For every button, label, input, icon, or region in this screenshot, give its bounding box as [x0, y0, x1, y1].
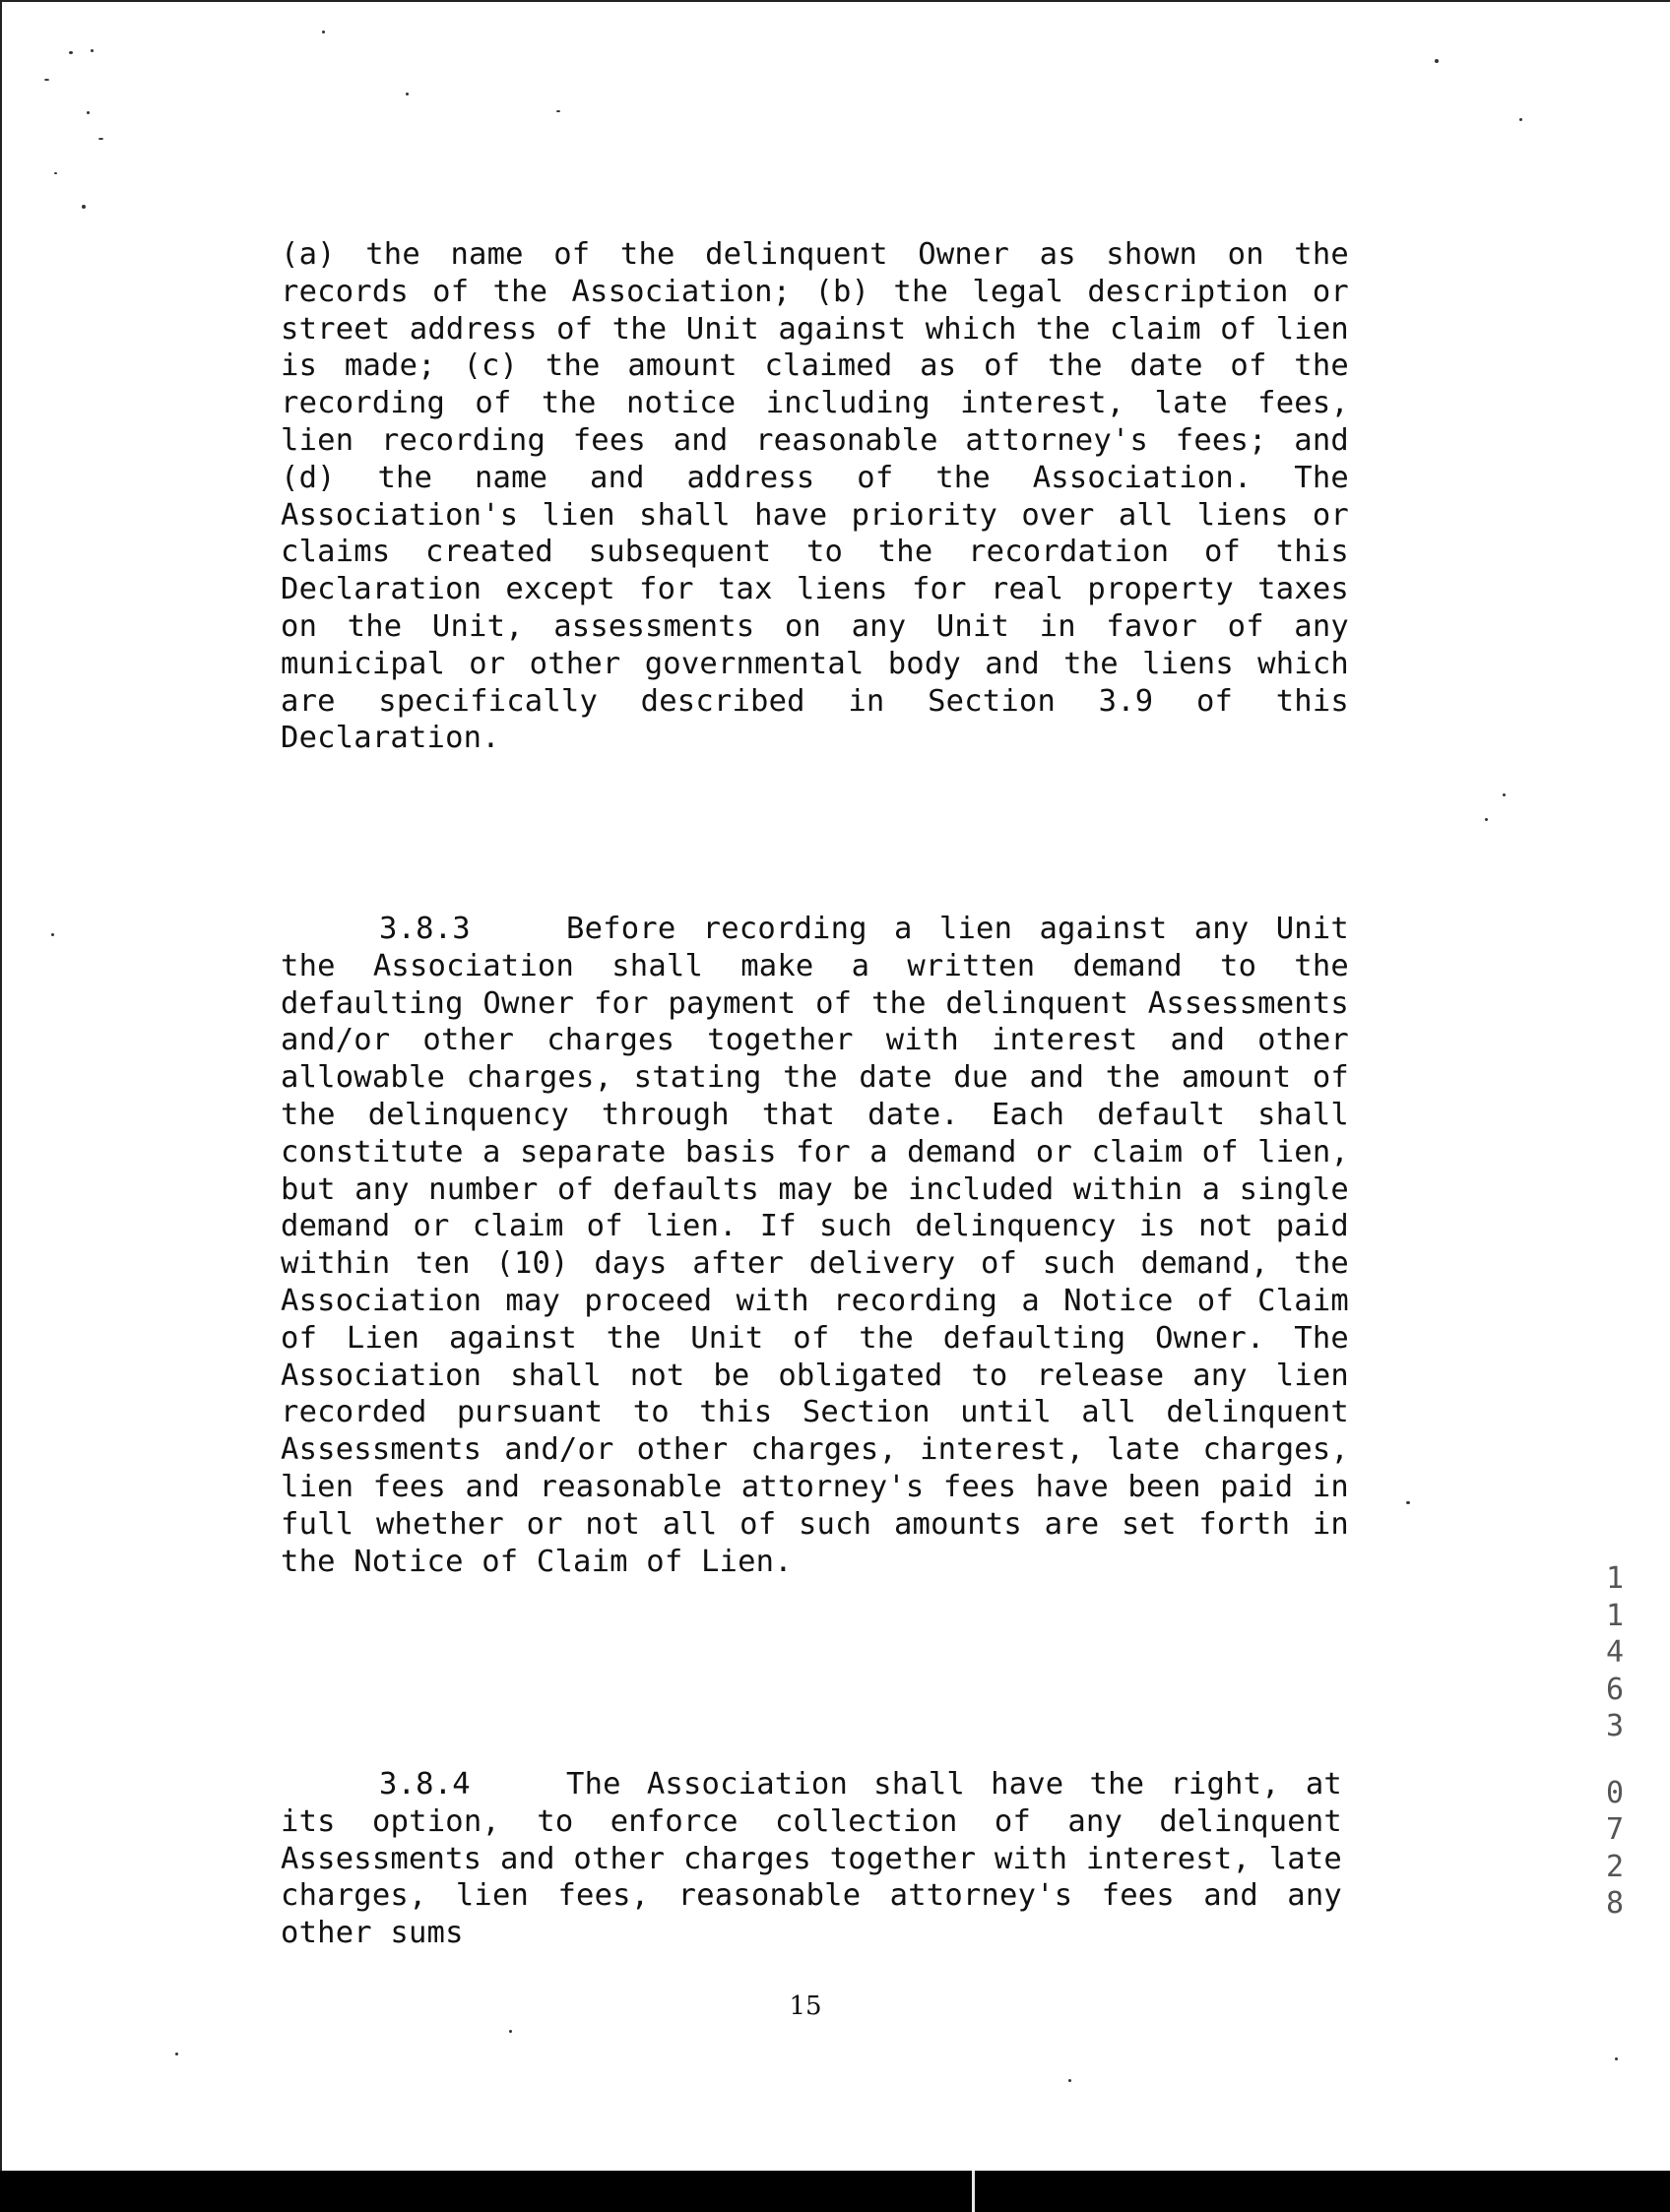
scan-speck	[1406, 1501, 1410, 1504]
section-3-8-3-paragraph	[281, 911, 1349, 1580]
scan-border-left	[0, 0, 2, 2171]
stamp-digit: 6	[1605, 1672, 1625, 1707]
section-3-8-4-paragraph	[281, 1766, 1342, 1952]
section-3-8-4	[281, 1766, 1342, 1952]
scan-speck	[98, 138, 103, 140]
scan-speck	[1519, 118, 1522, 121]
scan-speck	[69, 51, 73, 54]
section-3-8-3-text: Before recording a lien against any Unit the Association shall make a written demand to the defaulting Owner for payment of the delinquent Assessments and/or other charges together with interest and other allowable charges, stating the date due and the amount of the delinquency through that date. Each default shall constitute a separate basis for a demand or claim of lien, but any number of defaults may be included within a single demand or claim of lien. If such delinquency is not paid within ten (10) days after delivery of such demand, the Association may proceed with recording a Notice of Claim of Lien against the Unit of the defaulting Owner. The Association shall not be obligated to release any lien recorded pursuant to this Section until all delinquent Assessments and/or other charges, interest, late charges, lien fees and reasonable attorney's fees have been paid in full whether or not all of such amounts are set forth in the Notice of Claim of Lien.	[281, 912, 1349, 1579]
scan-speck	[1503, 793, 1506, 796]
stamp-digit: 0	[1605, 1775, 1625, 1810]
scan-speck	[87, 111, 90, 114]
scan-bottom-edge	[0, 2171, 1670, 2212]
stamp-gap	[1595, 1745, 1635, 1775]
scan-speck	[509, 2030, 512, 2033]
scan-speck	[1615, 2057, 1618, 2060]
scan-speck	[54, 172, 57, 174]
section-3-8-3	[281, 911, 1349, 1580]
stamp-digit: 1	[1605, 1598, 1625, 1633]
scan-speck	[322, 31, 325, 33]
section-3-8-3-number: 3.8.3	[379, 912, 471, 946]
scan-border-top	[0, 0, 1670, 2]
recording-stamp-number	[1595, 1560, 1635, 1923]
stamp-digit: 8	[1605, 1886, 1625, 1921]
section-3-8-4-number: 3.8.4	[379, 1767, 471, 1801]
scan-speck	[91, 49, 94, 52]
scan-speck	[44, 79, 49, 81]
scan-speck	[1485, 818, 1488, 821]
section-3-8-4-text: The Association shall have the right, at its option, to enforce collection of any delinquent Assessments and other charges together with interest, late charges, lien fees, reasonable attorney's fees and any other sums	[281, 1767, 1342, 1951]
paragraph-a-text: (a) the name of the delinquent Owner as shown on the records of the Association; (b) the legal description or street address of the Unit against which the claim of lien is made; (c) the amount claimed as of the date of the recording of the notice including interest, late fees, lien recording fees and reasonable attorney's fees; and (d) the name and address of the Association. The Association's lien shall have priority over all liens or claims created subsequent to the recordation of this Declaration except for tax liens for real property taxes on the Unit, assessments on any Unit in favor of any municipal or other governmental body and the liens which are specifically described in Section 3.9 of this Declaration.	[281, 237, 1349, 756]
stamp-digit: 1	[1605, 1561, 1625, 1596]
scan-speck	[406, 93, 409, 95]
scan-speck	[556, 110, 560, 112]
stamp-digit: 3	[1605, 1709, 1625, 1743]
scan-speck	[175, 2053, 178, 2055]
paragraph-lien-notice-contents	[281, 236, 1349, 757]
stamp-digit: 4	[1605, 1635, 1625, 1670]
scan-speck	[1068, 2079, 1071, 2082]
stamp-digit: 2	[1605, 1849, 1625, 1884]
scan-speck	[82, 205, 86, 209]
page-number: 15	[789, 1991, 822, 2021]
scan-bottom-edge-gap	[972, 2171, 975, 2212]
stamp-digit: 7	[1605, 1812, 1625, 1847]
scan-speck	[1435, 59, 1439, 63]
scan-speck	[51, 933, 54, 936]
